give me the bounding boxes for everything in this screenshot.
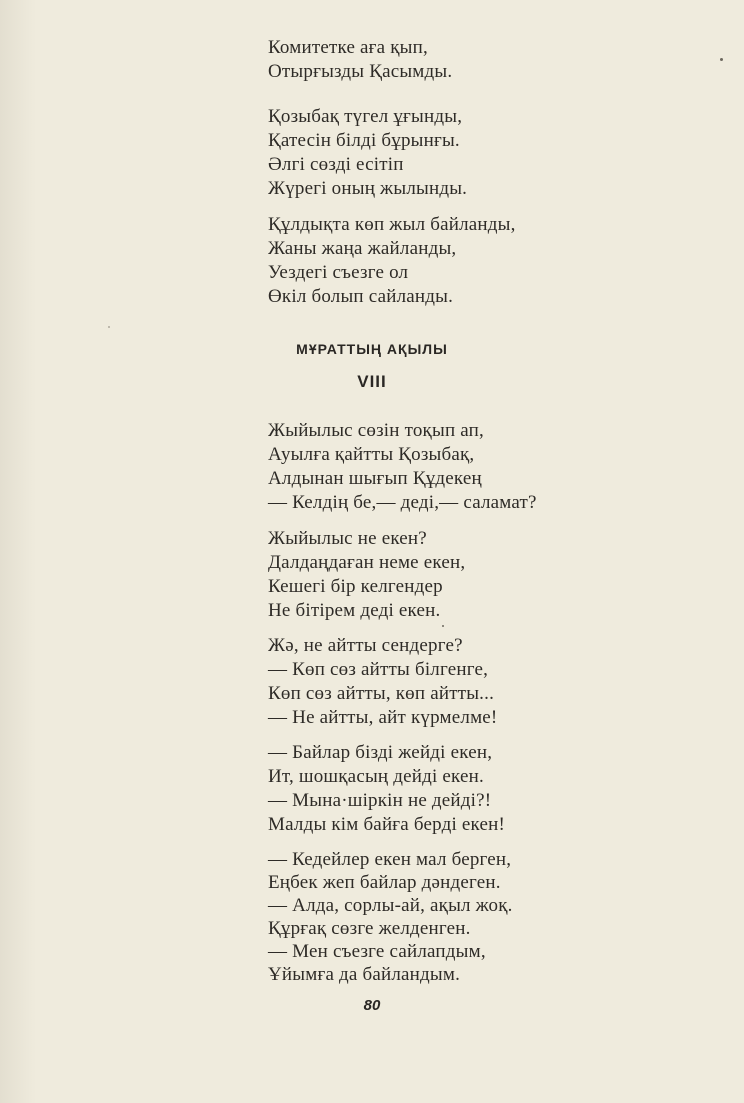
page-edge-shadow xyxy=(0,0,36,1103)
section-number: VIII xyxy=(357,372,387,391)
page-number: 80 xyxy=(363,997,381,1014)
stanza-3 xyxy=(268,213,516,309)
verse-line: Өкіл болып сайланды. xyxy=(268,286,454,307)
verse-line: — Байлар бізді жейді екен, xyxy=(268,742,493,763)
verse-line: Ұйымға да байландым. xyxy=(268,964,461,985)
verse-line: Құрғақ сөзге желденген. xyxy=(268,918,471,939)
verse-line: — Кедейлер екен мал берген, xyxy=(268,849,512,870)
paper-speck xyxy=(720,58,723,61)
verse-line: Жыйылыс не екен? xyxy=(268,528,427,549)
verse-line: Не бітірем деді екен. xyxy=(268,600,441,621)
verse-line: Көп сөз айтты, көп айтты... xyxy=(268,683,495,704)
verse-line: Отырғызды Қасымды. xyxy=(268,61,453,82)
paper-speck xyxy=(108,326,110,328)
section-title: МҰРАТТЫҢ АҚЫЛЫ xyxy=(296,341,448,357)
stanza-4 xyxy=(268,419,537,515)
verse-line: Жаны жаңа жайланды, xyxy=(268,238,457,259)
verse-line: — Мына·шіркін не дейді?! xyxy=(268,790,492,811)
verse-line: Әлгі сөзді есітіп xyxy=(268,154,404,175)
verse-line: Қатесін білді бұрынғы. xyxy=(268,130,460,151)
paper-speck xyxy=(442,625,444,627)
verse-line: Далдаңдаған неме екен, xyxy=(268,552,466,573)
verse-line: — Алда, сорлы-ай, ақыл жоқ. xyxy=(268,895,513,916)
verse-line: — Мен съезге сайлапдым, xyxy=(268,941,486,962)
verse-line: Жүрегі оның жылынды. xyxy=(268,178,468,199)
verse-line: Кешегі бір келгендер xyxy=(268,576,443,597)
verse-line: — Көп сөз айтты білгенге, xyxy=(268,659,489,680)
verse-line: Уездегі съезге ол xyxy=(268,262,409,283)
verse-line: — Не айтты, айт күрмелме! xyxy=(268,707,498,728)
verse-line: Ауылға қайтты Қозыбақ, xyxy=(268,444,475,465)
stanza-1 xyxy=(268,36,452,84)
verse-line: Жә, не айтты сендерге? xyxy=(268,635,463,656)
stanza-5 xyxy=(268,527,465,623)
verse-line: Жыйылыс сөзін тоқып ап, xyxy=(268,420,484,441)
verse-line: Малды кім байға берді екен! xyxy=(268,814,505,835)
verse-line: Құлдықта көп жыл байланды, xyxy=(268,214,516,235)
verse-line: Қозыбақ түгел ұғынды, xyxy=(268,106,463,127)
stanza-7 xyxy=(268,741,505,837)
verse-line: Алдынан шығып Құдекең xyxy=(268,468,482,489)
stanza-8 xyxy=(268,848,513,986)
stanza-6 xyxy=(268,634,497,730)
verse-line: Еңбек жеп байлар дәндеген. xyxy=(268,872,501,893)
verse-line: — Келдің бе,— деді,— саламат? xyxy=(268,492,537,513)
verse-line: Комитетке аға қып, xyxy=(268,37,428,58)
stanza-2 xyxy=(268,105,467,201)
verse-line: Ит, шошқасың дейді екен. xyxy=(268,766,484,787)
